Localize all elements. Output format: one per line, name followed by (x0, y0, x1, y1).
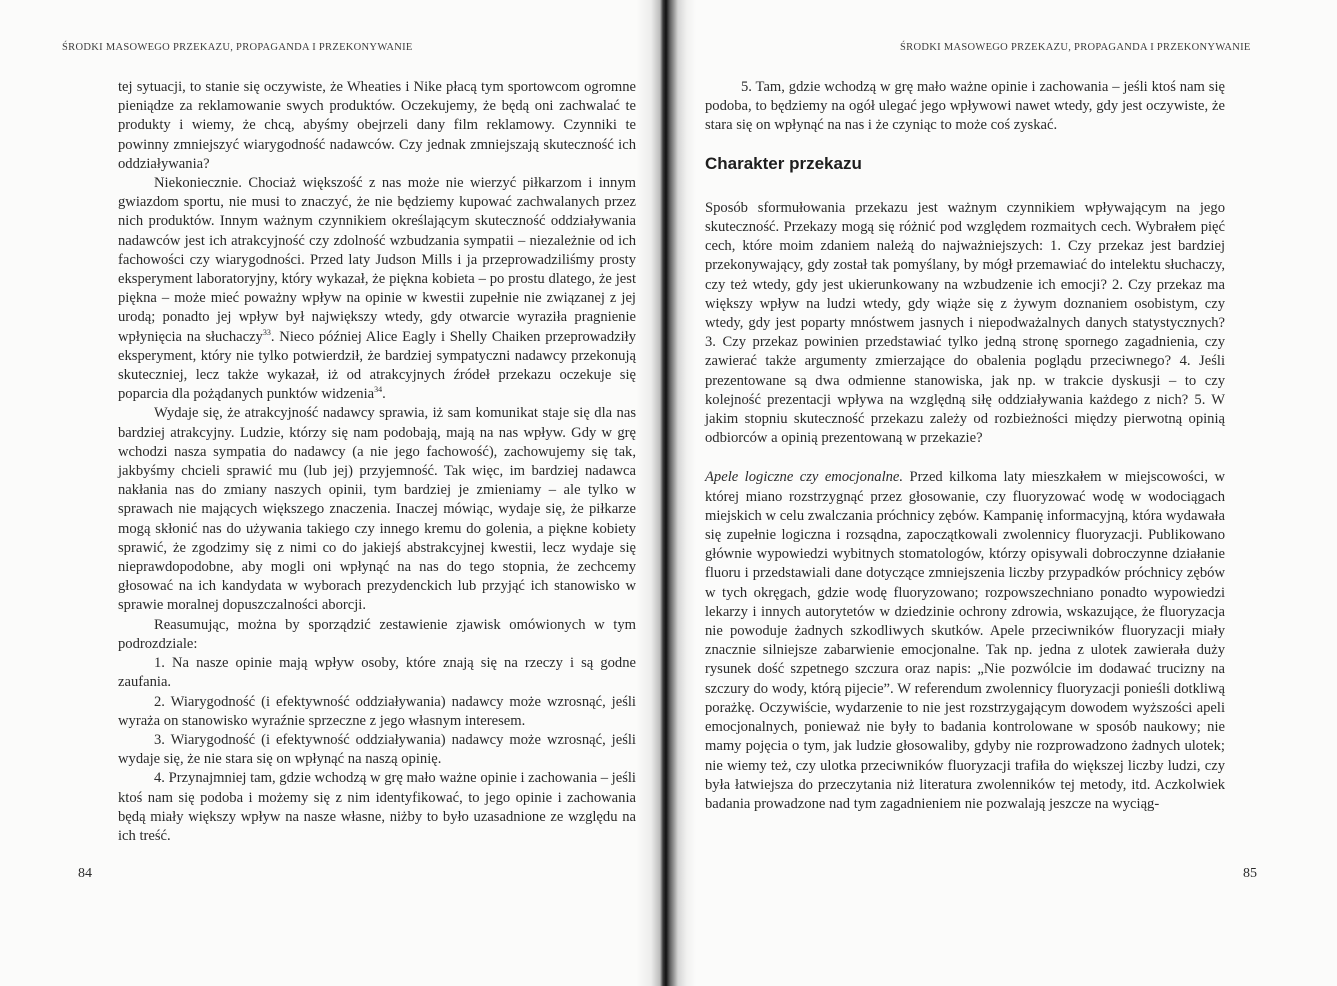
paragraph-text: Nieco później Alice Eagly i Shelly Chaiken przeprowadziły eksperyment, który nie tylko potwierdził, że bardziej sympatyczni nadawcy przekonują skuteczniej, lecz także wykazał, iż od atrakcyjnych źródeł przekazu oczekuje się poparcia dla pożądanych punktów widzenia (118, 328, 636, 403)
paragraph-gap (705, 448, 1225, 468)
running-head-right: ŚRODKI MASOWEGO PRZEKAZU, PROPAGANDA I PRZEKONYWANIE (900, 42, 1251, 53)
subsection-lead: Apele logiczne czy emocjonalne. (705, 469, 904, 486)
page-number-right: 85 (1243, 866, 1257, 881)
list-item: 2. Wiarygodność (i efektywność oddziaływania) nadawcy może wzrosnąć, jeśli wyraża on stanowisko wyraźnie sprzeczne z jego własnym interesem. (118, 693, 636, 729)
right-page (672, 0, 1337, 986)
paragraph-text: Przed kilkoma laty mieszkałem w miejscowości, w której miano rozstrzygnąć przez głosowanie, czy fluoryzować wodę w wodociągach miejskich w celu zwalczania próchnicy zębów. Kampanię informacyjną, która wydawała się zupełnie logiczna i rozsądna, zapoczątkowali zwolennicy fluoryzacji. Publikowano głównie wypowiedzi wybitnych stomatologów, którzy opisywali dobroczynne działanie fluoru i przedstawiali dane dotyczące zmniejszenia liczby przypadków próchnicy zębów w tych okręgach, gdzie wodę fluoryzowano; rozpowszechniano ponadto wypowiedzi lekarzy i innych autorytetów w dziedzinie ochrony zdrowia, wskazujące, że fluoryzacja nie powoduje żadnych szkodliwych skutków. Apele przeciwników fluoryzacji miały znacznie silniejsze zabarwienie emocjonalne. Tak np. jedna z ulotek zawierała duży rysunek dość szpetnego szczura oraz napis: „Nie pozwólcie im dodawać trucizny na szczury do wody, którą pijecie”. W referendum zwolennicy fluoryzacji ponieśli dotkliwą porażkę. Oczywiście, wydarzenie to nie jest rozstrzygającym dowodem wyższości apeli emocjonalnych, ponieważ nie były to badania kontrolowane w sposób naukowy; nie mamy pojęcia o tym, jak ludzie głosowaliby, gdyby nie rozprowadzono żadnych ulotek; nie wiemy też, czy ulotka przeciwników fluoryzacji trafiła do większej liczby ludzi, czy była łatwiejsza do przeczytania niż literatura zwolenników tej metody, itd. Aczkolwiek badania prowadzone nad tym zagadnieniem nie pozwalają jeszcze na wyciąg- (705, 469, 1225, 812)
page-number-left: 84 (78, 866, 92, 881)
paragraph-text: Niekoniecznie. Chociaż większość z nas może nie wierzyć piłkarzom i innym gwiazdom sportu, nie musi to znaczyć, że nie będziemy kupować zachwalanych przez nich produktów. Innym ważnym czynnikiem określającym skuteczność oddziaływania nadawców jest ich atrakcyjność czy zdolność wzbudzania sympatii – niezależnie od ich fachowości czy wiarygodności. Przed laty Judson Mills i ja przeprowadziliśmy prosty eksperyment laboratoryjny, który wykazał, że piękna kobieta – po prostu dlatego, że jest piękna – może mieć poważny wpływ na opinie w kwestii zupełnie nie związanej z jej urodą; ponadto jej wpływ był największy wtedy, gdy otwarcie wyraziła pragnienie wpłynięcia na słuchaczy (118, 175, 636, 345)
paragraph: Reasumując, można by sporządzić zestawienie zjawisk omówionych w tym podrozdziale: (118, 616, 636, 652)
footnote-ref: 34 (374, 385, 383, 395)
right-page-body (705, 78, 1225, 814)
paragraph (705, 468, 1225, 814)
section-title: Charakter przekazu (705, 153, 862, 173)
running-head-left: ŚRODKI MASOWEGO PRZEKAZU, PROPAGANDA I PRZEKONYWANIE (62, 42, 413, 53)
paragraph: Niekoniecznie. Chociaż większość z nas może nie wierzyć piłkarzom i innym gwiazdom sportu, nie musi to znaczyć, że nie będziemy kupować zachwalanych przez nich produktów. Innym ważnym czynnikiem określającym skuteczność oddziaływania nadawców jest ich atrakcyjność czy zdolność wzbudzania sympatii – niezależnie od ich fachowości czy wiarygodności. Przed laty Judson Mills i ja przeprowadziliśmy prosty eksperyment laboratoryjny, który wykazał, że piękna kobieta – po prostu dlatego, że jest piękna – może mieć poważny wpływ na opinie w kwestii zupełnie nie związanej z jej urodą; ponadto jej wpływ był największy wtedy, gdy otwarcie wyraziła pragnienie wpłynięcia na słuchaczy$^{33}$. Nieco później Alice Eagly i Shelly Chaiken przeprowadziły eksperyment, który nie tylko potwierdził, że bardziej sympatyczni nadawcy przekonują skuteczniej, lecz także wykazał, iż od atrakcyjnych źródeł przekazu oczekuje się poparcia dla pożądanych punktów widzenia$^{34}$. (118, 175, 636, 403)
paragraph: tej sytuacji, to stanie się oczywiste, że Wheaties i Nike płacą tym sportowcom ogromne pieniądze za reklamowanie swych produktów. Oczekujemy, że będą oni zachwalać te produkty i wiemy, że chcą, abyśmy obejrzeli dany film reklamowy. Czynniki te powinny zmniejszyć wiarygodność nadawców. Czy jednak zmniejszają skuteczność ich oddziaływania? (118, 79, 636, 172)
left-page (0, 0, 662, 986)
list-item: 3. Wiarygodność (i efektywność oddziaływania) nadawcy może wzrosnąć, jeśli wydaje się, że nie stara się on wpłynąć na naszą opinię. (118, 731, 636, 768)
paragraph: Sposób sformułowania przekazu jest ważnym czynnikiem wpływającym na jego skuteczność. Przekazy mogą się różnić pod względem rozmaitych cech. Wybrałem pięć cech, które moim zdaniem należą do najważniejszych: 1. Czy przekaz jest bardziej przekonywający, gdy został tak pomyślany, by mógł przemawiać do intelektu słuchaczy, czy też wtedy, gdy jest ukierunkowany na wzbudzenie ich emocji? 2. Czy przekaz ma większy wpływ na ludzi wtedy, gdy wiąże się z żywym doznaniem osobistym, czy wtedy, gdy jest poparty mnóstwem jasnych i niepodważalnych danych statystycznych? 3. Czy przekaz powinien przedstawiać tylko jedną stronę spornego zagadnienia, czy zawierać także argumenty zmierzające do obalenia poglądu przeciwnego? 4. Jeśli prezentowane są dwa odmienne stanowiska, jak np. w trakcie dyskusji – to czy kolejność prezentacji wpływa na względną siłę oddziaływania każdego z nich? 5. W jakim stopniu skuteczność przekazu zależy od rozbieżności między pierwotną opinią odbiorców a opinią prezentowaną w przekazie? (705, 199, 1225, 447)
list-item: 1. Na nasze opinie mają wpływ osoby, które znają się na rzeczy i są godne zaufania. (118, 655, 636, 691)
footnote-ref: 33 (262, 327, 271, 337)
book-gutter (636, 0, 696, 986)
list-item: 5. Tam, gdzie wchodzą w grę mało ważne opinie i zachowania – jeśli ktoś nam się podoba, to będziemy na ogół ulegać jego wpływowi nawet wtedy, gdy jest oczywiste, że stara się on wpłynąć na nas i że czyniąc to może coś zyskać. (705, 79, 1225, 134)
left-page-body (118, 78, 636, 846)
paragraph: Wydaje się, że atrakcyjność nadawcy sprawia, iż sam komunikat staje się dla nas bardziej atrakcyjny. Ludzie, którzy się nam podobają, mają na nas wpływ. Gdy w grę wchodzi nasza sympatia do nadawcy (a nie jego fachowość), zachowujemy się tak, jakbyśmy chcieli sprawić mu (lub jej) przyjemność. Tak więc, im bardziej nadawca nakłania nas do zmiany naszych opinii, tym bardziej je zmieniamy – ale tylko w sprawach nie mających większego znaczenia. Inaczej mówiąc, wydaje się, że piłkarze mogą skłonić nas do używania takiego czy innego kremu do golenia, a piękne kobiety sprawić, że zgodzimy się z nimi co do jakiejś abstrakcyjnej kwestii, lecz wydaje się nieprawdopodobne, aby mogli oni wpłynąć na nas do tego stopnia, że zechcemy głosować na ich kandydata w wyborach prezydenckich lub przyjąć ich stanowisko w sprawie moralnej dopuszczalności aborcji. (118, 405, 636, 614)
list-item: 4. Przynajmniej tam, gdzie wchodzą w grę mało ważne opinie i zachowania – jeśli ktoś nam się podoba i możemy się z nim identyfikować, to jego opinie i zachowania będą miały większy wpływ na nasze własne, niżby to było uzasadnione ze względu na ich treść. (118, 770, 636, 844)
